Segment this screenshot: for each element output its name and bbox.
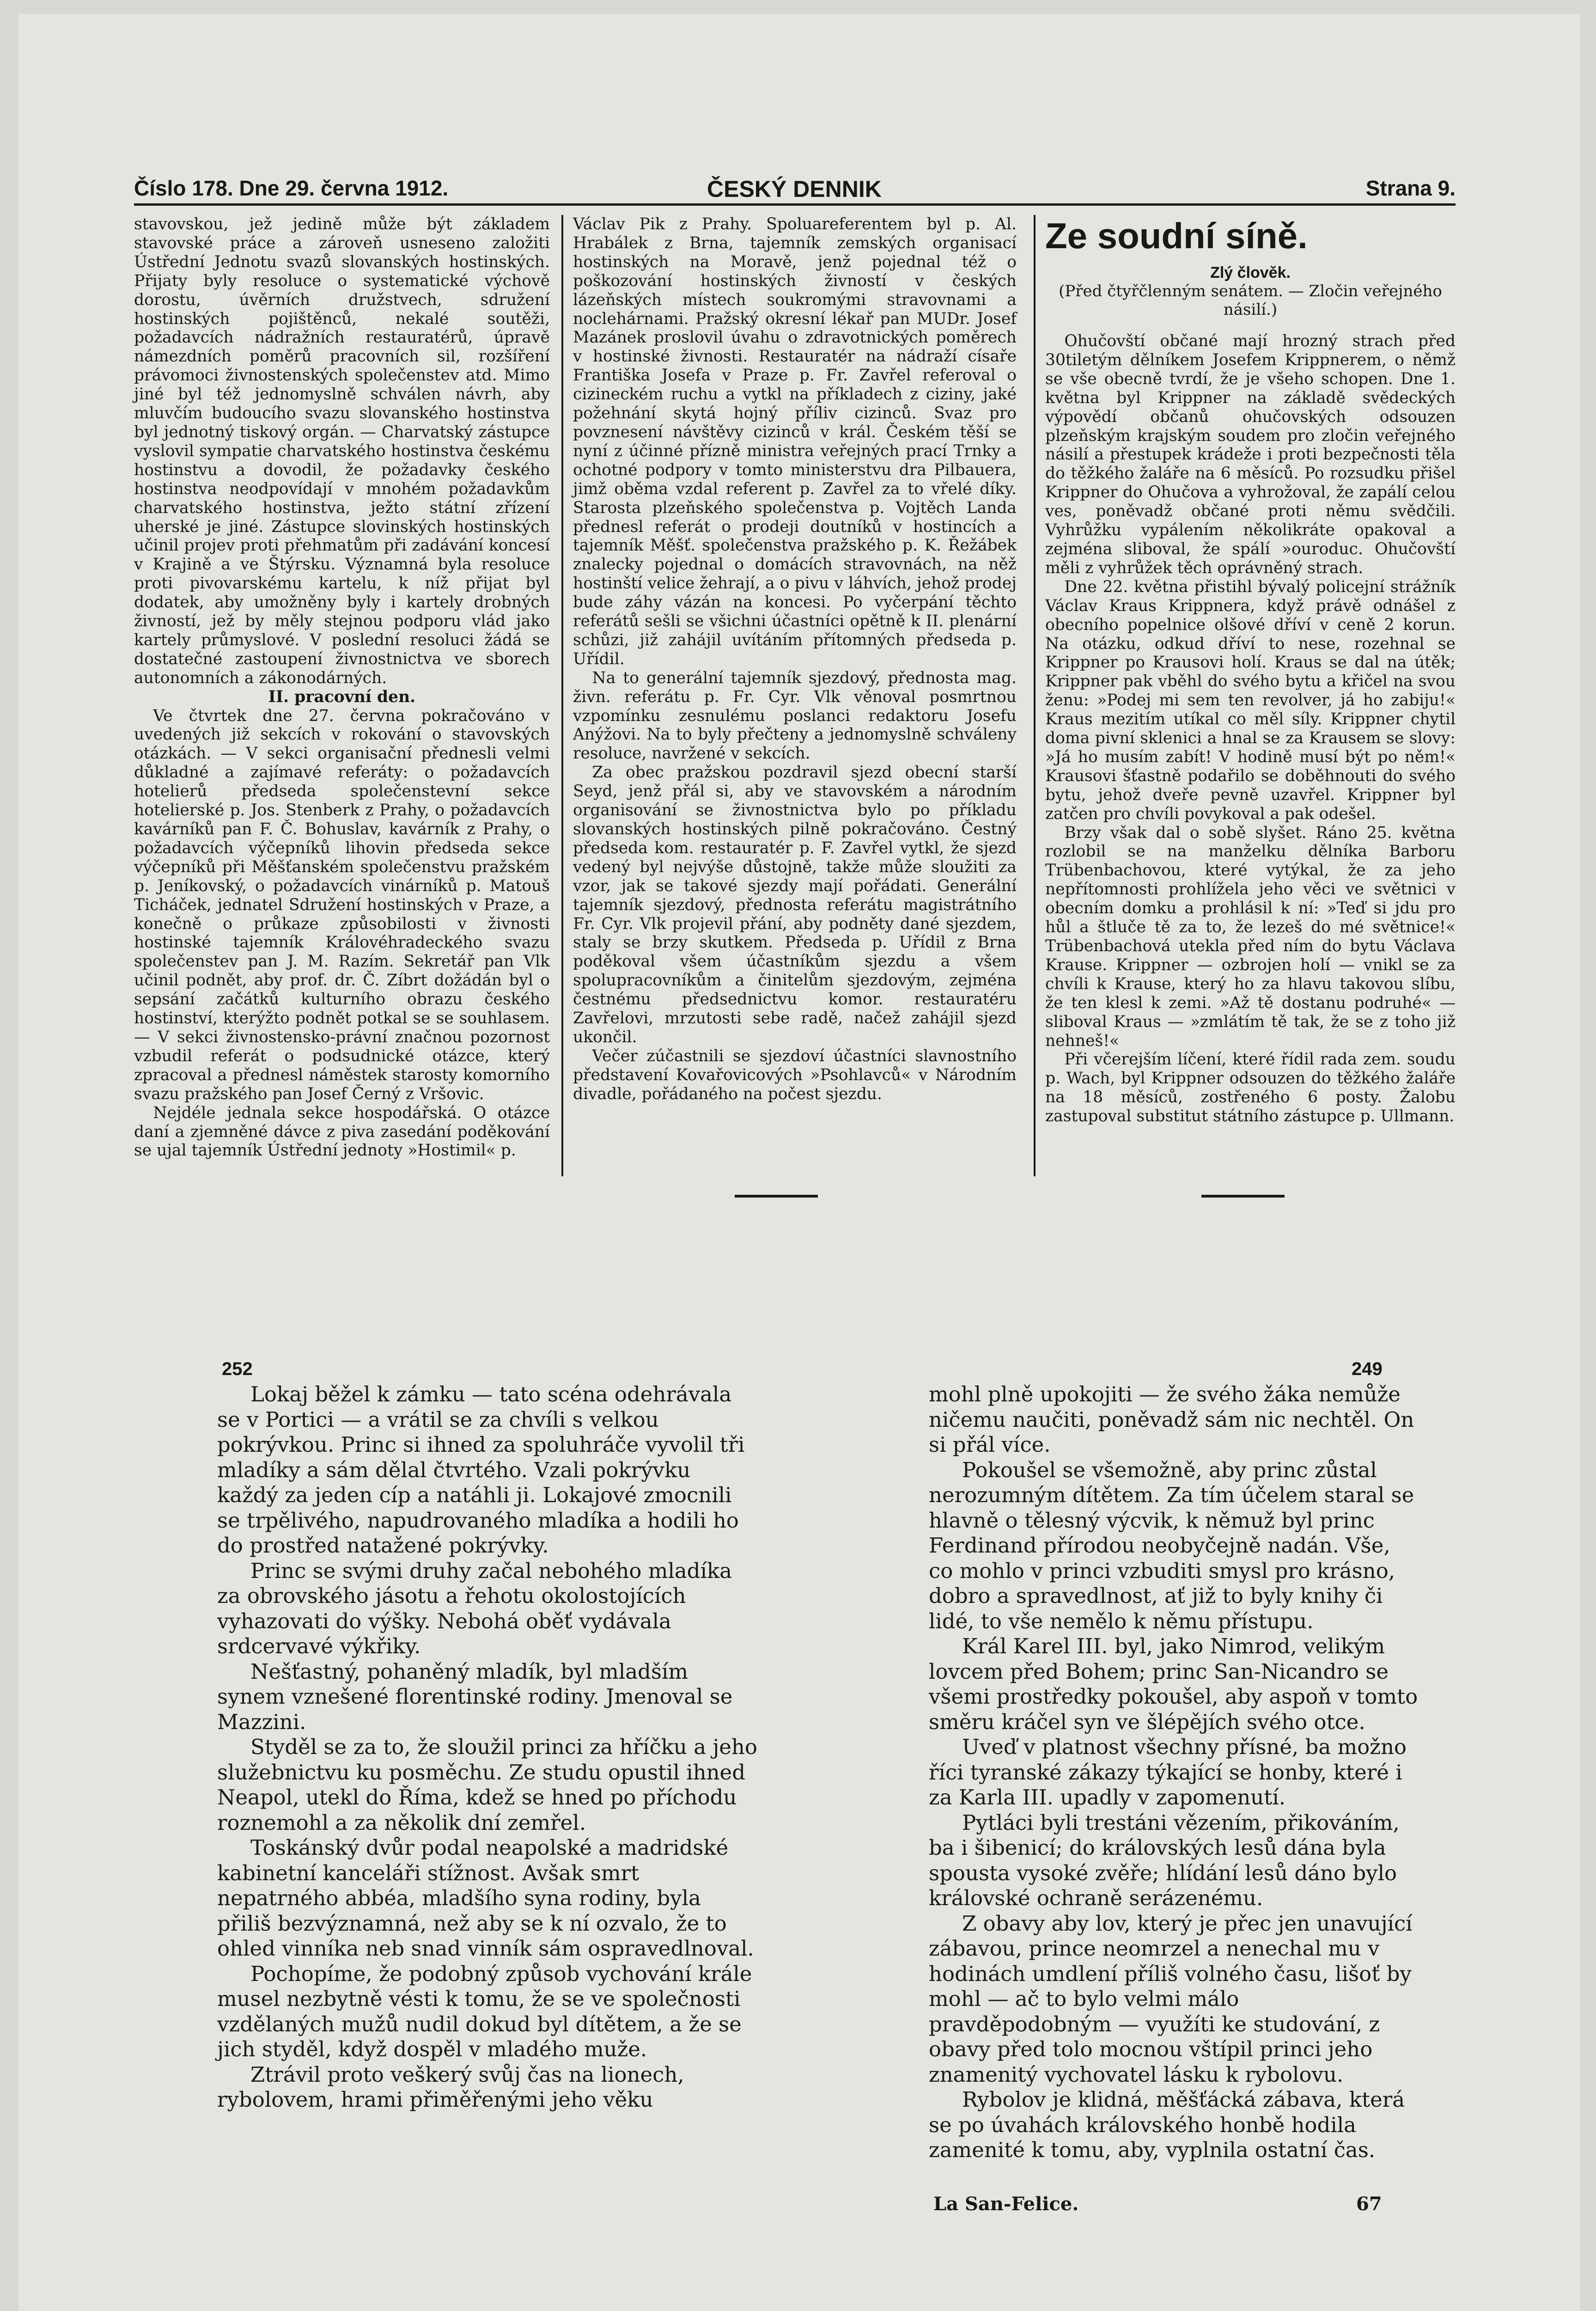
book-paragraph: Toskánský dvůr podal neapolské a madridské kabinetní kanceláři stížnost. Avšak smrt nepatrného abbéa, mladšího syna rodiny, byla přiliš bezvýznamná, než aby se k ní ozvalo, že to ohled vinníka neb snad vinník sám ospravedlnoval.: [217, 1835, 754, 1961]
book-page-right: [929, 1382, 1419, 2163]
column-divider: [1034, 215, 1036, 1176]
end-rule: [1201, 1195, 1285, 1198]
signature-number: 67: [1356, 2193, 1382, 2215]
article-paragraph: Dne 22. května přistihl bývalý policejní strážník Václav Kraus Krippnera, když právě odnášel z obecního popelnice olšové dříví v ceně 2 korun. Na otázku, odkud dříví to nese, rozehnal se Krippner po Krausovi holí. Kraus se dal na útěk; Krippner pak vběhl do svého bytu a křičel na svou ženu: »Podej mi sem ten revolver, já ho zabiju!« Kraus mezitím utíkal co měl síly. Krippner chytil doma pivní sklenici a hnal se za Krausem se slovy: »Já ho musím zabít! V hodině musí být po něm!« Krausovi šťastně podařilo se doběhnouti do svého bytu, jehož dveře pevně uzavřel. Krippner byl zatčen pro chvíli povykoval a pak odešel.: [1045, 577, 1456, 823]
article-paragraph: Na to generální tajemník sjezdový, přednosta mag. živn. referátu p. Fr. Cyr. Vlk věnoval posmrtnou vzpomínku zesnulému poslanci redaktoru Josefu Anýžovi. Na to byly přečteny a jednomyslně schváleny resoluce, navržené v sekcích.: [573, 668, 1017, 763]
article-paragraph: Ohučovští občané mají hrozný strach před 30tiletým dělníkem Josefem Krippnerem, o němž se vše obecně tvrdí, že je všeho schopen. Dne 1. května byl Krippner na základě svědeckých výpovědí občanů ohučovských odsouzen plzeňským krajským soudem pro zločin veřejného násilí a přestupek krádeže i proti bezpečnosti těla do těžkého žaláře na 6 měsíců. Po rozsudku přišel Krippner do Ohučova a vyhrožoval, že zapálí celou ves, poněvadž občané proti němu svědčili. Vyhrůžku vypálením několikráte opakoval a zejména sliboval, že spálí »ouroduc. Ohučovští měli z vyhrůžek těch oprávněný strach.: [1045, 332, 1456, 577]
book-paragraph: Styděl se za to, že sloužil princi za hříčku a jeho služebnictvu ku posměchu. Ze studu opustil ihned Neapol, utekl do Říma, kdež se hned po příchodu roznemohl a za několik dní zemřel.: [217, 1735, 757, 1835]
article-paragraph: Václav Pik z Prahy. Spoluareferentem byl p. Al. Hrabálek z Brna, tajemník zemských organisací hostinských na Moravě, jenž pojednal též o poškozování hostinských živností v českých lázeňských místech soukromými stravovnami a noclehárnami. Pražský okresní lékař pan MUDr. Josef Mazánek proslovil úvahu o zdravotnických poměrech v hostinské živnosti. Restauratér na nádraží císaře Františka Josefa v Praze p. Fr. Zavřel referoval o cizineckém ruchu a vytkl na příkladech z ciziny, jaké požehnání skytá hojný příliv cizinců. Svaz pro povznesení návštěvy cizinců v král. Českém těší se nyní z účinné přízně ministra veřejných prací Trnky a ochotné podpory v tomto ministerstvu dra Pilbauera, jimž oběma vzdal referent p. Zavřel za to vřelé díky. Starosta plzeňského společenstva p. Vojtěch Landa přednesl referát o prodeji doutníků v hostincích a tajemník Měšť. společenstva pražského p. K. Řežábek znalecky pojednal o domácích stravovnách, na něž hostinští velice žehrají, a o pivu v láhvích, jehož prodej bude záhy vázán na koncesi. Po vyčerpání těchto referátů sešli se všichni účastníci opětně k II. plenární schůzi, již zahájil uvítáním přítomných předseda p. Uřídil.: [573, 215, 1017, 668]
book-paragraph: Rybolov je klidná, měšťácká zábava, která se po úvahách královského honbě hodila zamenité k tomu, aby, vyplnila ostatní čas.: [929, 2087, 1405, 2162]
book-paragraph: Král Karel III. byl, jako Nimrod, velikým lovcem před Bohem; princ San-Nicandro se všemi prostředky pokoušel, aby aspoň v tomto směru kráčel syn ve šlépějích svého otce.: [929, 1634, 1418, 1734]
book-paragraph: Z obavy aby lov, který je přec jen unavující zábavou, prince neomrzel a nenechal mu v hodinách umdlení příliš volného času, lišoť by mohl — ač to bylo velmi málo pravděpodobným — využíti ke studování, z obavy před tolo mocnou vštípil princi jeho znamenitý vychovatel lásku k rybolovu.: [929, 1911, 1413, 2087]
running-footer-title: La San-Felice.: [933, 2193, 1079, 2215]
newspaper-title: ČESKÝ DENNIK: [707, 176, 882, 202]
book-paragraph: Princ se svými druhy začal nebohého mladíka za obrovského jásotu a řehotu okolostojících vyhazovati do výšky. Nebohá oběť vydávala srdcervavé výkřiky.: [217, 1558, 732, 1658]
issue-date: Číslo 178. Dne 29. června 1912.: [134, 176, 449, 200]
article-paragraph: Nejdéle jednala sekce hospodářská. O otázce daní a zjemněné dávce z piva zasedání poděkování se ujal tajemník Ústřední jednoty »Hostimil« p.: [134, 1103, 550, 1160]
book-paragraph: Nešťastný, pohaněný mladík, byl mladším synem vznešené florentinské rodiny. Jmenoval se Mazzini.: [217, 1659, 733, 1734]
column-3: [1045, 332, 1456, 1126]
article-dek: (Před čtyřčlenným senátem. — Zločin veřejného násilí.): [1059, 282, 1442, 319]
section-title: Ze soudní síně.: [1045, 215, 1308, 256]
book-paragraph: Lokaj běžel k zámku — tato scéna odehrávala se v Portici — a vrátil se za chvíli s velkou pokrývkou. Princ si ihned za spoluhráče vyvolil tři mladíky a sám dělal čtvrtého. Vzali pokrývku každý za jeden cíp a natáhli ji. Lokajové zmocnili se trpělivého, napudrovaného mladíka a hodili ho do prostřed natažené pokrývky.: [217, 1382, 745, 1558]
article-paragraph: Brzy však dal o sobě slyšet. Ráno 25. května rozlobil se na manželku dělníka Barboru Trübenbachovou, které vytýkal, že za jeho nepřítomnosti prohlížela jeho věci ve světnici v obecním domku a prohlásil k ní: »Teď si jdu pro hůl a štluče tě za to, že lezeš do mé světnice!« Trübenbachová utekla před ním do bytu Václava Krause. Krippner — ozbrojen holí — vnikl se za chvíli k Krause, který ho za hlavu takovou slíbu, že ten klesl k zemi. »Až tě dostanu podruhé« — sliboval Kraus — »zmlátím tě tak, že se z toho již nehneš!«: [1045, 823, 1456, 1050]
newspaper-header: [134, 176, 1456, 206]
article-paragraph: Ve čtvrtek dne 27. června pokračováno v uvedených již sekcích v rokování o stavovských otázkách. — V sekci organisační přednesli velmi důkladné a zajímavé referáty: o požadavcích hotelierů předseda společenstevní sekce hotelierské p. Jos. Stenberk z Prahy, o požadavcích kavárníků pan F. Č. Bohuslav, kavárník z Prahy, o požadavcích výčepníků lihovin předseda sekce výčepníků při Měšťanském společenstvu pražském p. Jeníkovský, o požadavcích vinárníků p. Matouš Ticháček, jednatel Sdružení hostinských v Praze, a konečně o průkaze způsobilosti v živnosti hostinské tajemník Královéhradeckého svazu společenstev pan J. M. Razím. Sekretář pan Vlk učinil podnět, aby prof. dr. Č. Zíbrt dožádán byl o sepsání začátků kulturního obrazu českého hostinství, kterýžto podnět potkal se se souhlasem. — V sekci živnostensko-právní značnou pozornost vzbudil referát o podsudnické otázce, který zpracoval a přednesl náměstek starosty komorního svazu pražského pan Josef Černý z Vršovic.: [134, 706, 550, 1103]
article-paragraph: Za obec pražskou pozdravil sjezd obecní starší Seyd, jenž přál si, aby ve stavovském a národním organisování se živnostnictva bylo po příkladu slovanských hostinských pilně pokračováno. Čestný předseda kom. restauratér p. F. Zavřel vytkl, že sjezd vedený byl nejvýše důstojně, takže může sloužiti za vzor, jak se takové sjezdy mají pořádati. Generální tajemník sjezdový, přednosta referátu magistrátního Fr. Cyr. Vlk projevil přání, aby podněty dané sjezdem, staly se brzy skutkem. Předseda p. Uřídil z Brna poděkoval všem účastníkům sjezdu a všem spolupracovníkům a činitelům sjezdovým, zejména čestnému předsednictvu komor. restauratéru Zavřelovi, mrzutosti sebe radě, načež zahájil sjezd ukončil.: [573, 763, 1017, 1046]
article-headline: Zlý člověk.: [1210, 264, 1291, 281]
article-paragraph: Při včerejším líčení, které řídil rada zem. soudu p. Wach, byl Krippner odsouzen do těžkého žaláře na 18 měsíců, zostřeného 6 posty. Žalobu zastupoval substitut státního zástupce p. Ullmann.: [1045, 1050, 1456, 1126]
book-page-left: [217, 1382, 758, 2113]
book-paragraph: Uveď v platnost všechny přísné, ba možno říci tyranské zákazy týkající se honby, které i za Karla III. upadly v zapomenutí.: [929, 1735, 1407, 1810]
page-label: Strana 9.: [1365, 176, 1456, 200]
section-heading: II. pracovní den.: [268, 687, 416, 706]
article-paragraph: Večer zúčastnili se sjezdoví účastníci slavnostního představení Kovařovicových »Psohlavců« v Národním divadle, pořádaného na počest sjezdu.: [573, 1046, 1017, 1103]
book-paragraph: Pokoušel se všemožně, aby princ zůstal nerozumným dítětem. Za tím účelem staral se hlavně o tělesný výcvik, k němuž byl princ Ferdinand přírodou neobyčejně nadán. Vše, co mohlo v princi vzbuditi smysl pro krásno, dobro a spravedlnost, ať již to byly knihy či lidé, to vše nemělo k němu přístupu.: [929, 1457, 1414, 1633]
book-paragraph: Ztrávil proto veškerý svůj čas na lionech, rybolovem, hrami přiměřenými jeho věku: [217, 2062, 684, 2112]
column-2: [573, 215, 1017, 1104]
page-number-left: 252: [222, 1359, 253, 1379]
article-paragraph: stavovskou, jež jedině může být základem stavovské práce a zároveň usneseno založiti Ústřední Jednotu svazů slovanských hostinských. Přijaty byly resoluce o systematické výchově dorostu, úvěrních družstvech, sdružení hostinských pojištěnců, nekalé soutěži, požadavcích nádražních restauratérů, úpravě námezdních poměrů pracovních sil, rozšíření právomoci živnostenských společenstev atd. Mimo jiné byl též jednomyslně schválen návrh, aby mluvčím budoucího svazu slovanského hostinstva byl jednotný tiskový orgán. — Charvatský zástupce vyslovil sympatie charvatského hostinstva českému hostinstvu a dovodil, že požadavky českého hostinstva neodpovídají v mnohém požadavkům charvatského hostinstva, ježto státní zřízení uherské je jiné. Zástupce slovinských hostinských učinil projev proti přehmatům při zadávání koncesí v Krajině a ve Štýrsku. Významná byla resoluce proti pivovarskému kartelu, k níž přijat byl dodatek, aby umožněny byly i kartely drobných živností, jež by měly stejnou podporu vlád jako kartely průmyslové. V poslední resoluci žádá se dostatečné zastoupení živnostnictva ve sborech autonomních a zákonodárných.: [134, 215, 550, 687]
page-number-right: 249: [1352, 1359, 1383, 1379]
book-paragraph: Pytláci byli trestáni vězením, přikováním, ba i šibenicí; do královských lesů dána byla spousta vysoké zvěře; hlídání lesů dáno bylo královské ochraně serázenému.: [929, 1810, 1400, 1910]
book-paragraph: mohl plně upokojiti — že svého žáka nemůže ničemu naučiti, poněvadž sám nic nechtěl. On si přál více.: [929, 1382, 1414, 1457]
book-paragraph: Pochopíme, že podobný způsob vychování krále musel nezbytně vésti k tomu, že se ve společnosti vzdělaných mužů nudil dokud byl dítětem, a že se jich styděl, když dospěl v mladého muže.: [217, 1961, 752, 2061]
article-subtitle: [1045, 263, 1456, 319]
column-1: [134, 215, 550, 1160]
end-rule: [735, 1195, 818, 1198]
column-divider: [561, 215, 563, 1176]
